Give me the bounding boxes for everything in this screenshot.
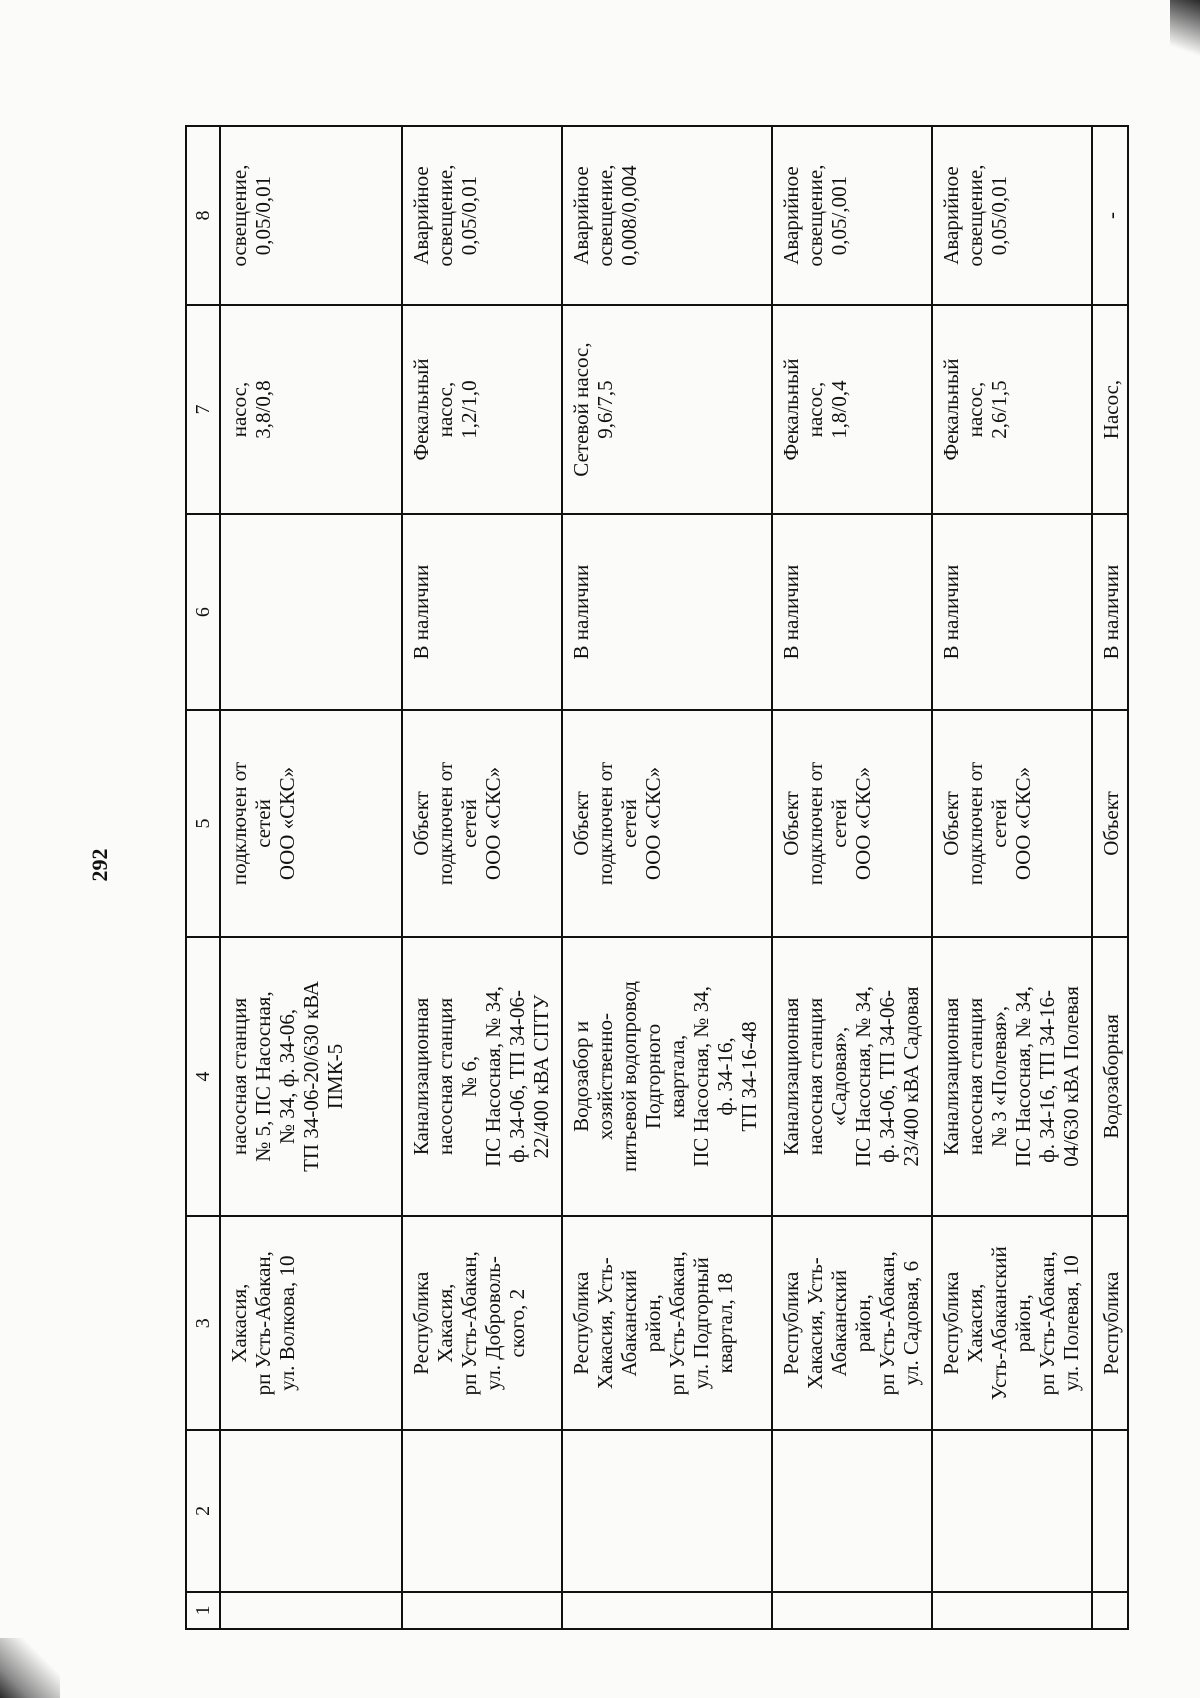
rotated-table-container	[185, 125, 1123, 1630]
table-cell-col-3: Хакасия, рп Усть-Абакан, ул. Волкова, 10	[220, 1216, 402, 1430]
table-cell-col-5: Объект подключен от сетей ООО «СКС»	[562, 710, 772, 936]
table-row	[772, 126, 932, 1629]
column-header: 2	[186, 1430, 220, 1592]
table-cell-col-4: Водозаборная	[1092, 937, 1128, 1217]
table-row	[932, 126, 1092, 1629]
table-cell-col-5: Объект подключен от сетей ООО «СКС»	[772, 710, 932, 936]
table-cell-col-3: Республика Хакасия, Усть- Абаканский район, рп Усть-Абакан, ул. Подгорный квартал, 18	[562, 1216, 772, 1430]
table-cell-col-1	[562, 1592, 772, 1629]
table-cell-col-8: Аварийное освещение, 0,05/,001	[772, 126, 932, 305]
table-cell-col-8: -	[1092, 126, 1128, 305]
column-header: 4	[186, 937, 220, 1217]
table-cell-col-7: Сетевой насос, 9,6/7,5	[562, 305, 772, 514]
table-cell-col-8: Аварийное освещение, 0,05/0,01	[932, 126, 1092, 305]
table-cell-col-6: В наличии	[562, 514, 772, 710]
table-cell-col-1	[402, 1592, 562, 1629]
data-table	[185, 125, 1129, 1630]
table-cell-col-4: Канализационная насосная станция № 3 «Полевая», ПС Насосная, № 34, ф. 34-16, ТП 34-16- 04/630 кВА Полевая	[932, 937, 1092, 1217]
scan-edge	[0, 1638, 60, 1698]
table-row	[402, 126, 562, 1629]
table-cell-col-7: Фекальный насос, 1,2/1,0	[402, 305, 562, 514]
table-cell-col-5: Объект	[1092, 710, 1128, 936]
table-cell-col-8: Аварийное освещение, 0,05/0,01	[402, 126, 562, 305]
table-cell-col-2	[1092, 1430, 1128, 1592]
table-cell-col-3: Республика	[1092, 1216, 1128, 1430]
table-cell-col-5: подключен от сетей ООО «СКС»	[220, 710, 402, 936]
table-body	[220, 126, 1128, 1629]
table-row	[1092, 126, 1128, 1629]
table-cell-col-2	[220, 1430, 402, 1592]
header-row	[186, 126, 220, 1629]
table-cell-col-2	[772, 1430, 932, 1592]
table-cell-col-4: насосная станция № 5, ПС Насосная, № 34, ф. 34-06, ТП 34-06-20/630 кВА ПМК-5	[220, 937, 402, 1217]
table-cell-col-1	[220, 1592, 402, 1629]
table-cell-col-6: В наличии	[932, 514, 1092, 710]
table-row	[562, 126, 772, 1629]
table-cell-col-2	[932, 1430, 1092, 1592]
table-cell-col-5: Объект подключен от сетей ООО «СКС»	[402, 710, 562, 936]
column-header: 8	[186, 126, 220, 305]
table-cell-col-6	[220, 514, 402, 710]
table-cell-col-1	[932, 1592, 1092, 1629]
column-header: 6	[186, 514, 220, 710]
table-cell-col-7: Фекальный насос, 1,8/0,4	[772, 305, 932, 514]
table-cell-col-5: Объект подключен от сетей ООО «СКС»	[932, 710, 1092, 936]
table-cell-col-6: В наличии	[1092, 514, 1128, 710]
page-number: 292	[87, 848, 112, 882]
table-cell-col-3: Республика Хакасия, рп Усть-Абакан, ул. Доброволь- ского, 2	[402, 1216, 562, 1430]
column-header: 5	[186, 710, 220, 936]
table-cell-col-7: Насос,	[1092, 305, 1128, 514]
table-cell-col-8: освещение, 0,05/0,01	[220, 126, 402, 305]
table-cell-col-4: Водозабор и хозяйственно- питьевой водопровод Подгорного квартала, ПС Насосная, № 34, ф. 34-16, ТП 34-16-48	[562, 937, 772, 1217]
table-row	[220, 126, 402, 1629]
table-cell-col-7: насос, 3,8/0,8	[220, 305, 402, 514]
column-header: 3	[186, 1216, 220, 1430]
table-cell-col-7: Фекальный насос, 2,6/1,5	[932, 305, 1092, 514]
column-header: 1	[186, 1592, 220, 1629]
table-cell-col-8: Аварийное освещение, 0,008/0,004	[562, 126, 772, 305]
table-cell-col-3: Республика Хакасия, Усть-Абаканский район, рп Усть-Абакан, ул. Полевая, 10	[932, 1216, 1092, 1430]
table-cell-col-4: Канализационная насосная станция № 6, ПС Насосная, № 34, ф. 34-06, ТП 34-06- 22/400 кВА СПТУ	[402, 937, 562, 1217]
table-cell-col-2	[562, 1430, 772, 1592]
column-header: 7	[186, 305, 220, 514]
table-cell-col-1	[1092, 1592, 1128, 1629]
table-cell-col-4: Канализационная насосная станция «Садовая», ПС Насосная, № 34, ф. 34-06, ТП 34-06- 23/400 кВА Садовая	[772, 937, 932, 1217]
scan-edge	[1170, 0, 1200, 60]
table-cell-col-6: В наличии	[772, 514, 932, 710]
table-cell-col-2	[402, 1430, 562, 1592]
table-cell-col-3: Республика Хакасия, Усть- Абаканский район, рп Усть-Абакан, ул. Садовая, 6	[772, 1216, 932, 1430]
table-cell-col-6: В наличии	[402, 514, 562, 710]
table-cell-col-1	[772, 1592, 932, 1629]
